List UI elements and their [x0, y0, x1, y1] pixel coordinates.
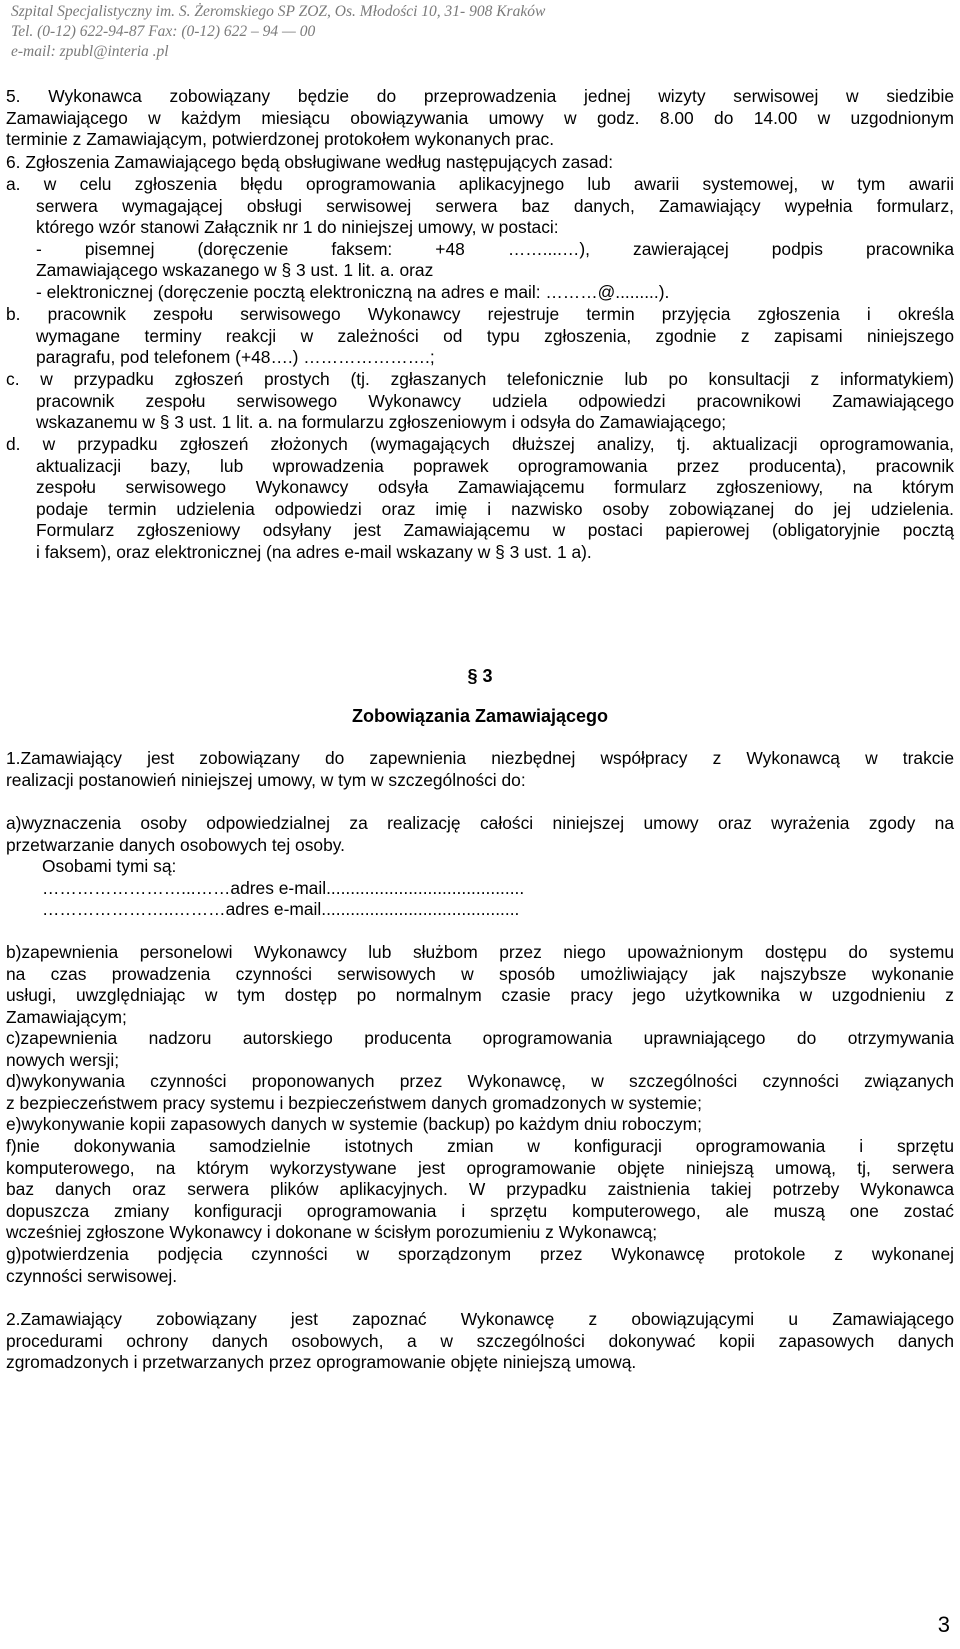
- item-a2: [6, 813, 954, 921]
- text-line: baz danych oraz serwera plików aplikacyjnych. W przypadku zaistnienia takiej potrzeby Wykonawca: [6, 1179, 954, 1200]
- item-c: [6, 369, 954, 434]
- text-line: paragrafu, pod telefonem (+48….) ………………….;: [36, 347, 435, 368]
- contact-line: …………………..………adres e-mail.........................................: [42, 899, 520, 920]
- text-line: podaje termin udzielenia odpowiedzi oraz imię i nazwisko osoby zobowiązanej do jej udzielenia.: [36, 498, 954, 519]
- text-line: zgromadzonych i przetwarzanych przez oprogramowanie objęte niniejszą umową.: [6, 1352, 637, 1373]
- text-line: czynności serwisowej.: [6, 1265, 178, 1286]
- paragraph-2: [6, 1309, 954, 1374]
- paragraph-5: [6, 86, 954, 151]
- text-line: c. w przypadku zgłoszeń prostych (tj. zgłaszanych telefonicznie lub po konsultacji z informatykiem): [6, 369, 954, 389]
- text-line: aktualizacji bazy, lub wprowadzenia poprawek oprogramowania przez producenta), pracownik: [36, 455, 954, 476]
- text-line: 6. Zgłoszenia Zamawiającego będą obsługiwane według następujących zasad:: [6, 152, 614, 172]
- letterhead: [11, 2, 545, 62]
- item-g2: [6, 1244, 954, 1287]
- text-line: wskazanemu w § 3 ust. 1 lit. a. na formularzu zgłoszeniowym i odsyła do Zamawiającego;: [36, 412, 727, 433]
- item-f2: [6, 1136, 954, 1244]
- text-line: Zamawiającym;: [6, 1006, 127, 1027]
- item-d: [6, 434, 954, 564]
- text-line: 2.Zamawiający zobowiązany jest zapoznać Wykonawcę z obowiązującymi u Zamawiającego: [6, 1309, 954, 1329]
- text-line: a)wyznaczenia osoby odpowiedzialnej za realizację całości niniejszej umowy oraz wyrażenia zgody na: [6, 813, 954, 833]
- text-line: c)zapewnienia nadzoru autorskiego producenta oprogramowania uprawniającego do otrzymywania: [6, 1028, 954, 1048]
- letterhead-line-1: Szpital Specjalistyczny im. S. Żeromskiego SP ZOZ, Os. Młodości 10, 31- 908 Kraków: [11, 3, 546, 20]
- text-line: terminie z Zamawiającym, potwierdzonej protokołem wykonanych prac.: [6, 129, 555, 150]
- text-line: Zamawiającego wskazanego w § 3 ust. 1 lit. a. oraz: [36, 260, 434, 281]
- text-line: d. w przypadku zgłoszeń złożonych (wymagających dłuższej analizy, tj. aktualizacji oprogramowania,: [6, 434, 954, 454]
- text-line: wcześniej zgłoszone Wykonawcy i dokonane w ścisłym porozumieniu z Wykonawcą;: [6, 1222, 658, 1243]
- text-line: dopuszcza zmiany konfiguracji oprogramowania i sprzętu komputerowego, ale muszą one zostać: [6, 1200, 954, 1221]
- text-line: nowych wersji;: [6, 1049, 120, 1070]
- section-number: § 3: [467, 666, 493, 686]
- text-line: - elektronicznej (doręczenie pocztą elektroniczną na adres e mail: ………@.........).: [36, 281, 670, 302]
- osoby-label: Osobami tymi są:: [42, 856, 177, 877]
- text-line: g)potwierdzenia podjęcia czynności w sporządzonym przez Wykonawcę protokole z wykonanej: [6, 1244, 954, 1264]
- text-line: komputerowego, na którym wykorzystywane jest oprogramowanie objęte niniejszą umową, tj, serwera: [6, 1157, 954, 1178]
- text-line: - pisemnej (doręczenie faksem: +48 ……....…), zawierającej podpis pracownika: [36, 238, 954, 259]
- text-line: którego wzór stanowi Załącznik nr 1 do niniejszej umowy, w postaci:: [36, 217, 559, 238]
- paragraph-6: [6, 152, 954, 174]
- section-title: Zobowiązania Zamawiającego: [351, 706, 609, 726]
- text-line: wymagane terminy reakcji w zależności od typu zgłoszenia, zgodnie z zapisami niniejszego: [36, 325, 954, 346]
- letterhead-line-2: Tel. (0-12) 622-94-87 Fax: (0-12) 622 – 94 — 00: [11, 23, 316, 40]
- contact-line: ……………………...……adres e-mail.........................................: [42, 877, 525, 898]
- text-line: Zamawiającego w każdym miesiącu obowiązywania umowy w godz. 8.00 do 14.00 w uzgodnionym: [6, 107, 954, 128]
- item-e2: [6, 1114, 954, 1136]
- text-line: serwera wymagającej obsługi serwisowej serwera baz danych, Zamawiający wypełnia formularz,: [36, 195, 954, 216]
- text-line: usługi, uwzględniając w tym dostęp po normalnym czasie pracy jego użytkownika w uzgodnieniu z: [6, 985, 954, 1006]
- item-b2: [6, 942, 954, 1028]
- text-line: i faksem), oraz elektronicznej (na adres e-mail wskazany w § 3 ust. 1 a).: [36, 541, 592, 562]
- text-line: zespołu serwisowego Wykonawcy odsyła Zamawiającemu formularz zgłoszeniowy, na którym: [36, 477, 954, 498]
- text-line: f)nie dokonywania samodzielnie istotnych zmian w konfiguracji oprogramowania i sprzętu: [6, 1136, 954, 1156]
- text-line: procedurami ochrony danych osobowych, a w szczególności dokonywać kopii zapasowych danych: [6, 1330, 954, 1351]
- text-line: e)wykonywanie kopii zapasowych danych w systemie (backup) po każdym dniu roboczym;: [6, 1114, 702, 1134]
- letterhead-line-3: e-mail: zpubl@interia .pl: [11, 43, 169, 60]
- item-b: [6, 304, 954, 369]
- text-line: na czas prowadzenia czynności serwisowych w sposób umożliwiający jak najszybsze wykonanie: [6, 963, 954, 984]
- page-number: 3: [937, 1612, 950, 1637]
- text-line: realizacji postanowień niniejszej umowy, w tym w szczególności do:: [6, 769, 526, 790]
- text-line: pracownik zespołu serwisowego Wykonawcy udziela odpowiedzi pracownikowi Zamawiającego: [36, 390, 954, 411]
- item-c2: [6, 1028, 954, 1071]
- text-line: b. pracownik zespołu serwisowego Wykonawcy rejestruje termin przyjęcia zgłoszenia i określa: [6, 304, 954, 324]
- item-a: [6, 174, 954, 304]
- text-line: 5. Wykonawca zobowiązany będzie do przeprowadzenia jednej wizyty serwisowej w siedzibie: [6, 86, 954, 106]
- text-line: a. w celu zgłoszenia błędu oprogramowania aplikacyjnego lub awarii systemowej, w tym awarii: [6, 174, 954, 194]
- paragraph-1: [6, 748, 954, 791]
- text-line: Formularz zgłoszeniowy odsyłany jest Zamawiającemu w postaci papierowej (obligatoryjnie pocztą: [36, 520, 954, 541]
- text-line: d)wykonywania czynności proponowanych przez Wykonawcę, w szczególności czynności związanych: [6, 1071, 954, 1091]
- item-d2: [6, 1071, 954, 1114]
- text-line: 1.Zamawiający jest zobowiązany do zapewnienia niezbędnej współpracy z Wykonawcą w trakcie: [6, 748, 954, 768]
- text-line: z bezpieczeństwem pracy systemu i bezpieczeństwem danych gromadzonych w systemie;: [6, 1092, 702, 1113]
- text-line: b)zapewnienia personelowi Wykonawcy lub służbom przez niego upoważnionym dostępu do systemu: [6, 942, 954, 962]
- text-line: przetwarzanie danych osobowych tej osoby.: [6, 834, 345, 855]
